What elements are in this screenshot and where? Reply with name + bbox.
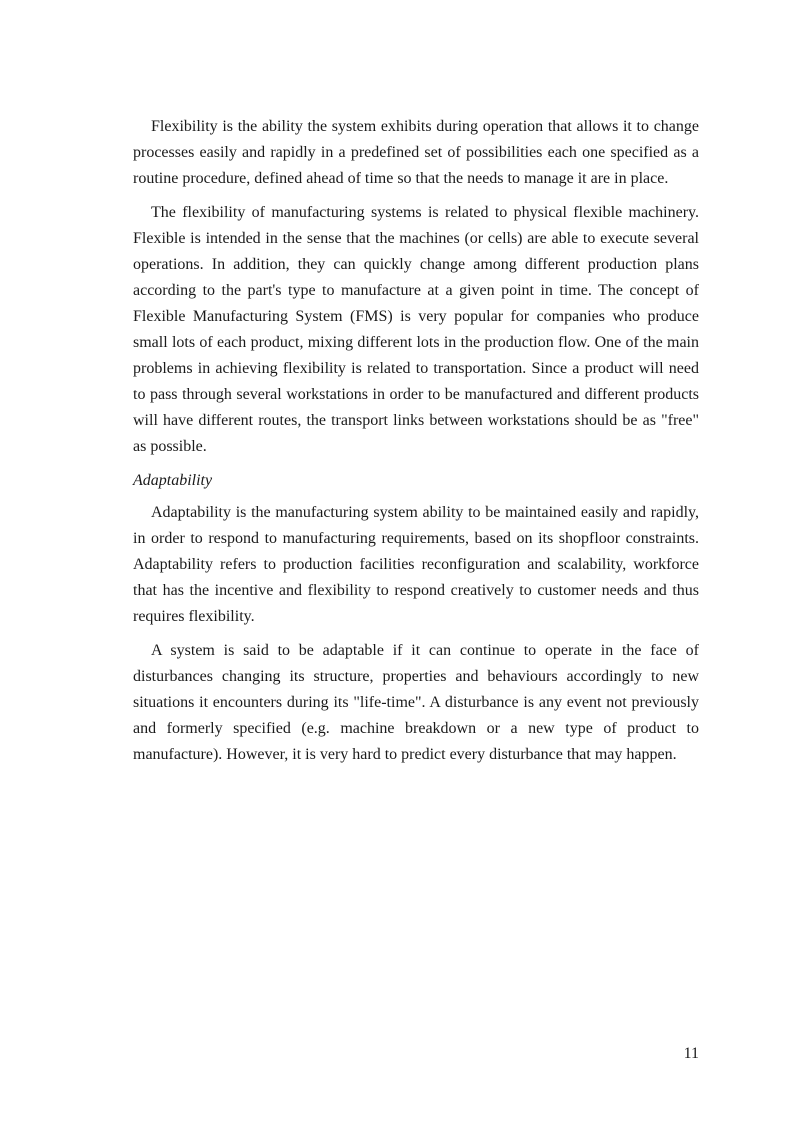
paragraph-adaptable-system: A system is said to be adaptable if it can continue to operate in the face of disturbances changing its structure, properties and behaviours accordingly to new situations it encounters during its "life-time". A disturbance is any event not previously and formerly specified (e.g. machine breakdown or a new type of product to manufacture). However, it is very hard to predict every disturbance that may happen. xyxy=(133,642,699,763)
paragraph-flexibility-definition: Flexibility is the ability the system exhibits during operation that allows it to change processes easily and rapidly in a predefined set of possibilities each one specified as a routine procedure, defined ahead of time so that the needs to manage it are in place. xyxy=(133,118,699,187)
section-subheading: Adaptability xyxy=(133,472,213,489)
page-body xyxy=(133,114,699,776)
page-number: 11 xyxy=(683,1045,699,1062)
paragraph-flexibility-manufacturing: The flexibility of manufacturing systems is related to physical flexible machinery. Flexible is intended in the sense that the machines (or cells) are able to execute several operations. In addition, they can quickly change among different production plans according to the part's type to manufacture at a given point in time. The concept of Flexible Manufacturing System (FMS) is very popular for companies who produce small lots of each product, mixing different lots in the production flow. One of the main problems in achieving flexibility is related to transportation. Since a product will need to pass through several workstations in order to be manufactured and different products will have different routes, the transport links between workstations should be as "free" as possible. xyxy=(133,204,699,455)
paragraph-adaptability-definition: Adaptability is the manufacturing system ability to be maintained easily and rapidly, in order to respond to manufacturing requirements, based on its shopfloor constraints. Adaptability refers to production facilities reconfiguration and scalability, workforce that has the incentive and flexibility to respond creatively to customer needs and thus requires flexibility. xyxy=(133,504,699,625)
